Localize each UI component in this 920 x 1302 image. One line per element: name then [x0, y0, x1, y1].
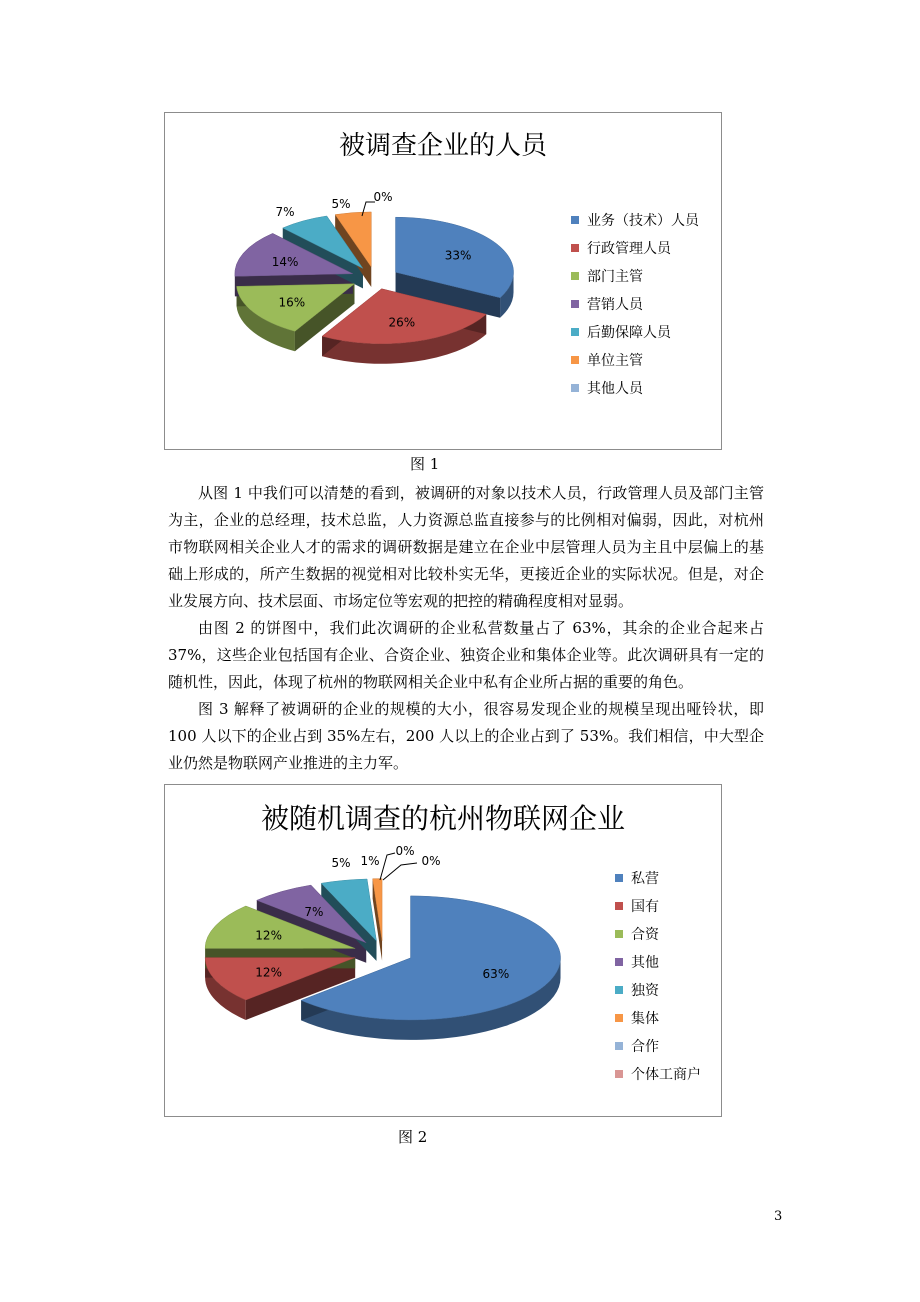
- legend-swatch: [571, 356, 579, 364]
- legend-label: 私营: [631, 871, 659, 887]
- data-label-4: 5%: [331, 856, 351, 870]
- legend-item: [571, 346, 699, 374]
- legend-item: [615, 976, 701, 1004]
- legend-swatch: [615, 958, 623, 966]
- leader-line-1: [383, 863, 417, 880]
- paragraph-2: 由图 2 的饼图中，我们此次调研的企业私营数量占了 63%，其余的企业合起来占 37%，这些企业包括国有企业、合资企业、独资企业和集体企业等。此次调研具有一定的随机性，因此，体现了杭州的物联网相关企业中私有企业所占据的重要的角色。: [168, 619, 764, 691]
- legend-swatch: [571, 244, 579, 252]
- legend-swatch: [615, 1014, 623, 1022]
- data-label-1: 26%: [388, 315, 416, 330]
- legend-swatch: [615, 874, 623, 882]
- data-label-6: 0%: [373, 190, 393, 204]
- legend-item: [571, 234, 699, 262]
- legend-item: [615, 864, 701, 892]
- legend-item: [571, 262, 699, 290]
- data-label-7: 0%: [421, 854, 441, 868]
- legend-swatch: [571, 272, 579, 280]
- data-label-3: 14%: [271, 254, 299, 269]
- legend-label: 单位主管: [587, 353, 643, 369]
- data-label-2: 12%: [255, 928, 282, 943]
- paragraph-3: 图 3 解释了被调研的企业的规模的大小，很容易发现企业的规模呈现出哑铃状，即 100 人以下的企业占到 35%左右，200 人以上的企业占到了 53%。我们相信，中大型企业仍然是物联网产业推进的主力军。: [168, 700, 764, 772]
- data-label-4: 7%: [275, 205, 295, 219]
- legend-label: 后勤保障人员: [587, 325, 671, 341]
- data-label-0: 63%: [482, 967, 510, 982]
- legend-item: [615, 948, 701, 976]
- figure-2-frame: [164, 784, 722, 1117]
- legend-item: [571, 206, 699, 234]
- legend-label: 行政管理人员: [587, 241, 671, 257]
- legend-swatch: [571, 216, 579, 224]
- legend-item: [571, 318, 699, 346]
- chart-legend: [615, 864, 701, 1088]
- legend-swatch: [615, 930, 623, 938]
- data-label-0: 33%: [444, 248, 472, 263]
- legend-swatch: [615, 902, 623, 910]
- legend-label: 独资: [631, 983, 659, 999]
- legend-item: [571, 374, 699, 402]
- legend-item: [615, 1004, 701, 1032]
- data-label-2: 16%: [278, 295, 306, 310]
- legend-label: 营销人员: [587, 297, 643, 313]
- legend-label: 国有: [631, 899, 659, 915]
- data-label-3: 7%: [304, 904, 324, 919]
- figure-1-caption: 图 1: [410, 455, 440, 473]
- chart-title: 被调查企业的人员: [338, 131, 547, 161]
- data-label-6: 0%: [395, 844, 415, 858]
- legend-label: 部门主管: [587, 269, 643, 285]
- legend-label: 个体工商户: [631, 1067, 701, 1083]
- legend-label: 合作: [631, 1039, 659, 1055]
- legend-label: 其他: [631, 955, 659, 971]
- legend-item: [615, 892, 701, 920]
- legend-label: 业务（技术）人员: [587, 213, 699, 229]
- chart-title: 被随机调查的杭州物联网企业: [260, 802, 625, 835]
- legend-item: [615, 920, 701, 948]
- legend-swatch: [615, 986, 623, 994]
- page-number: 3: [774, 1209, 783, 1224]
- legend-label: 集体: [631, 1011, 659, 1027]
- figure-2-caption: 图 2: [398, 1128, 428, 1146]
- legend-swatch: [615, 1070, 623, 1078]
- legend-swatch: [571, 384, 579, 392]
- legend-label: 合资: [631, 927, 659, 943]
- legend-label: 其他人员: [587, 381, 643, 397]
- chart-legend: [571, 206, 699, 402]
- legend-item: [571, 290, 699, 318]
- legend-swatch: [571, 300, 579, 308]
- legend-item: [615, 1060, 701, 1088]
- data-label-1: 12%: [255, 965, 282, 980]
- data-label-5: 1%: [360, 854, 380, 868]
- legend-swatch: [571, 328, 579, 336]
- legend-item: [615, 1032, 701, 1060]
- figure-1-frame: [164, 112, 722, 450]
- paragraph-1: 从图 1 中我们可以清楚的看到，被调研的对象以技术人员，行政管理人员及部门主管为主，企业的总经理，技术总监，人力资源总监直接参与的比例相对偏弱，因此，对杭州市物联网相关企业人才的需求的调研数据是建立在企业中层管理人员为主且中层偏上的基础上形成的，所产生数据的视觉相对比较朴实无华，更接近企业的实际状况。但是，对企业发展方向、技术层面、市场定位等宏观的把控的精确程度相对显弱。: [168, 484, 764, 610]
- data-label-5: 5%: [331, 197, 351, 211]
- legend-swatch: [615, 1042, 623, 1050]
